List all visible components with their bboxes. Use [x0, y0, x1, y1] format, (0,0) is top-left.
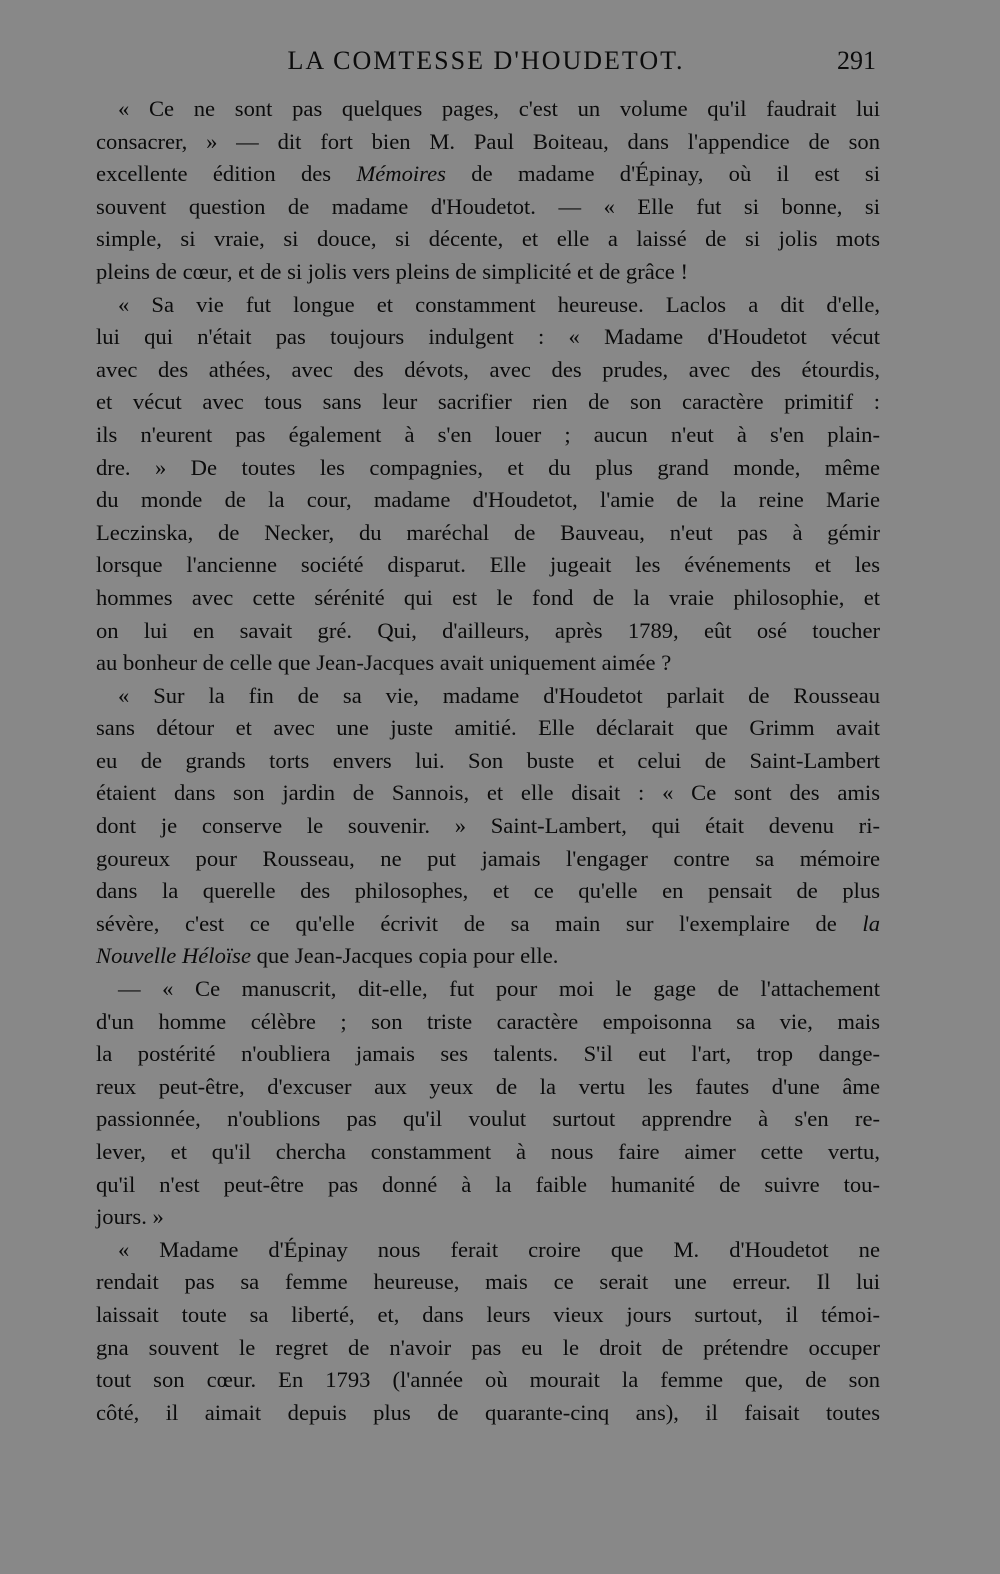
text-line: excellente édition des Mémoires de madame d'Épinay, où il est si: [96, 161, 880, 187]
text-line: goureux pour Rousseau, ne put jamais l'engager contre sa mémoire: [96, 845, 880, 871]
text-line: consacrer, » — dit fort bien M. Paul Boiteau, dans l'appendice de son: [96, 128, 880, 154]
running-title: LA COMTESSE D'HOUDETOT.: [287, 46, 685, 75]
body-text: [96, 93, 880, 1429]
text-line: dre. » De toutes les compagnies, et du plus grand monde, même: [96, 454, 880, 480]
text-line: « Sa vie fut longue et constamment heureuse. Laclos a dit d'elle,: [118, 291, 880, 317]
text-line: et vécut avec tous sans leur sacrifier rien de son caractère primitif :: [96, 389, 880, 415]
text-line: lui qui n'était pas toujours indulgent : « Madame d'Houdetot vécut: [96, 324, 880, 350]
text-line: du monde de la cour, madame d'Houdetot, l'amie de la reine Marie: [96, 487, 880, 513]
text-line: eu de grands torts envers lui. Son buste et celui de Saint-Lambert: [96, 747, 880, 773]
text-line: ils n'eurent pas également à s'en louer ; aucun n'eut à s'en plain-: [96, 421, 880, 447]
text-line: côté, il aimait depuis plus de quarante-cinq ans), il faisait toutes: [96, 1399, 880, 1425]
page-number: 291: [837, 46, 876, 75]
text-line: tout son cœur. En 1793 (l'année où mourait la femme que, de son: [96, 1367, 880, 1393]
text-line: simple, si vraie, si douce, si décente, et elle a laissé de si jolis mots: [96, 226, 880, 252]
text-line: dont je conserve le souvenir. » Saint-Lambert, qui était devenu ri-: [96, 813, 880, 839]
text-line: qu'il n'est peut-être pas donné à la faible humanité de suivre tou-: [96, 1171, 880, 1197]
text-line: reux peut-être, d'excuser aux yeux de la vertu les fautes d'une âme: [96, 1073, 880, 1099]
text-line: laissait toute sa liberté, et, dans leurs vieux jours surtout, il témoi-: [96, 1301, 880, 1327]
text-line: lorsque l'ancienne société disparut. Elle jugeait les événements et les: [96, 552, 880, 578]
text-line: passionnée, n'oublions pas qu'il voulut surtout apprendre à s'en re-: [96, 1106, 880, 1132]
text-line: jours. »: [96, 1204, 164, 1230]
text-line: avec des athées, avec des dévots, avec des prudes, avec des étourdis,: [96, 356, 880, 382]
text-line: Leczinska, de Necker, du maréchal de Bauveau, n'eut pas à gémir: [96, 519, 880, 545]
text-line: d'un homme célèbre ; son triste caractère empoisonna sa vie, mais: [96, 1008, 880, 1034]
text-line: sévère, c'est ce qu'elle écrivit de sa main sur l'exemplaire de la: [96, 910, 880, 936]
page-header: [96, 44, 876, 84]
text-line: Nouvelle Héloïse que Jean-Jacques copia pour elle.: [96, 943, 559, 969]
text-line: souvent question de madame d'Houdetot. — « Elle fut si bonne, si: [96, 193, 880, 219]
text-line: gna souvent le regret de n'avoir pas eu le droit de prétendre occuper: [96, 1334, 880, 1360]
text-line: pleins de cœur, et de si jolis vers pleins de simplicité et de grâce !: [96, 258, 689, 284]
text-line: lever, et qu'il chercha constamment à nous faire aimer cette vertu,: [96, 1139, 880, 1164]
text-line: sans détour et avec une juste amitié. Elle déclarait que Grimm avait: [96, 715, 880, 741]
text-line: la postérité n'oubliera jamais ses talents. S'il eut l'art, trop dange-: [96, 1041, 880, 1067]
text-line: hommes avec cette sérénité qui est le fond de la vraie philosophie, et: [96, 584, 880, 610]
text-line: rendait pas sa femme heureuse, mais ce serait une erreur. Il lui: [96, 1269, 880, 1295]
text-line: « Sur la fin de sa vie, madame d'Houdetot parlait de Rousseau: [118, 682, 880, 708]
text-line: étaient dans son jardin de Sannois, et elle disait : « Ce sont des amis: [96, 780, 880, 806]
text-line: on lui en savait gré. Qui, d'ailleurs, après 1789, eût osé toucher: [96, 617, 880, 643]
text-line: au bonheur de celle que Jean-Jacques avait uniquement aimée ?: [96, 650, 672, 676]
text-line: — « Ce manuscrit, dit-elle, fut pour moi le gage de l'attachement: [118, 976, 880, 1002]
text-line: « Madame d'Épinay nous ferait croire que M. d'Houdetot ne: [118, 1236, 880, 1262]
text-line: dans la querelle des philosophes, et ce qu'elle en pensait de plus: [96, 878, 880, 904]
text-line: « Ce ne sont pas quelques pages, c'est un volume qu'il faudrait lui: [118, 96, 880, 121]
